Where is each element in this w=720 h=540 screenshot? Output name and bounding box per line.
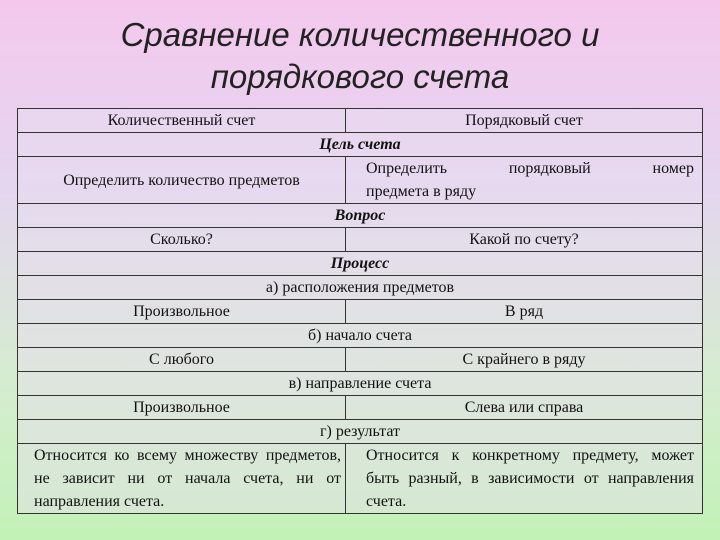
direction-ordinal: Слева или справа bbox=[346, 396, 703, 420]
result-ordinal: Относится к конкретному предмету, может быть разный, в зависимости от направления счета. bbox=[346, 444, 703, 514]
section-process: Процесс bbox=[18, 252, 703, 276]
table-row bbox=[18, 228, 703, 252]
subsection-arrangement: а) расположения предметов bbox=[18, 276, 703, 300]
table-row bbox=[18, 420, 703, 444]
table-row bbox=[18, 109, 703, 133]
slide-title bbox=[0, 14, 720, 98]
table-row bbox=[18, 133, 703, 157]
direction-quantitative: Произвольное bbox=[18, 396, 346, 420]
purpose-quantitative: Определить количество предметов bbox=[18, 157, 346, 204]
table-row bbox=[18, 252, 703, 276]
question-quantitative: Сколько? bbox=[18, 228, 346, 252]
table-row bbox=[18, 348, 703, 372]
table-row bbox=[18, 396, 703, 420]
subsection-result: г) результат bbox=[18, 420, 703, 444]
table-row bbox=[18, 372, 703, 396]
slide-title-line-2: порядкового счета bbox=[210, 58, 510, 95]
start-quantitative: С любого bbox=[18, 348, 346, 372]
table-row bbox=[18, 276, 703, 300]
section-question: Вопрос bbox=[18, 204, 703, 228]
section-purpose: Цель счета bbox=[18, 133, 703, 157]
result-quantitative: Относится ко всему множеству предметов, не зависит ни от начала счета, ни от направления счета. bbox=[18, 444, 346, 514]
table-row bbox=[18, 157, 703, 204]
start-ordinal: С крайнего в ряду bbox=[346, 348, 703, 372]
purpose-ordinal bbox=[346, 157, 703, 204]
arrangement-ordinal: В ряд bbox=[346, 300, 703, 324]
table-row bbox=[18, 444, 703, 514]
table-row bbox=[18, 204, 703, 228]
purpose-ordinal-line-1: Определить порядковый номер bbox=[366, 160, 694, 177]
subsection-start: б) начало счета bbox=[18, 324, 703, 348]
subsection-direction: в) направление счета bbox=[18, 372, 703, 396]
header-quantitative: Количественный счет bbox=[18, 109, 346, 133]
purpose-ordinal-line-2: предмета в ряду bbox=[366, 183, 477, 200]
table-row bbox=[18, 324, 703, 348]
table-row bbox=[18, 300, 703, 324]
comparison-table bbox=[17, 108, 703, 514]
arrangement-quantitative: Произвольное bbox=[18, 300, 346, 324]
question-ordinal: Какой по счету? bbox=[346, 228, 703, 252]
header-ordinal: Порядковый счет bbox=[346, 109, 703, 133]
slide-title-line-1: Сравнение количественного и bbox=[120, 16, 600, 53]
